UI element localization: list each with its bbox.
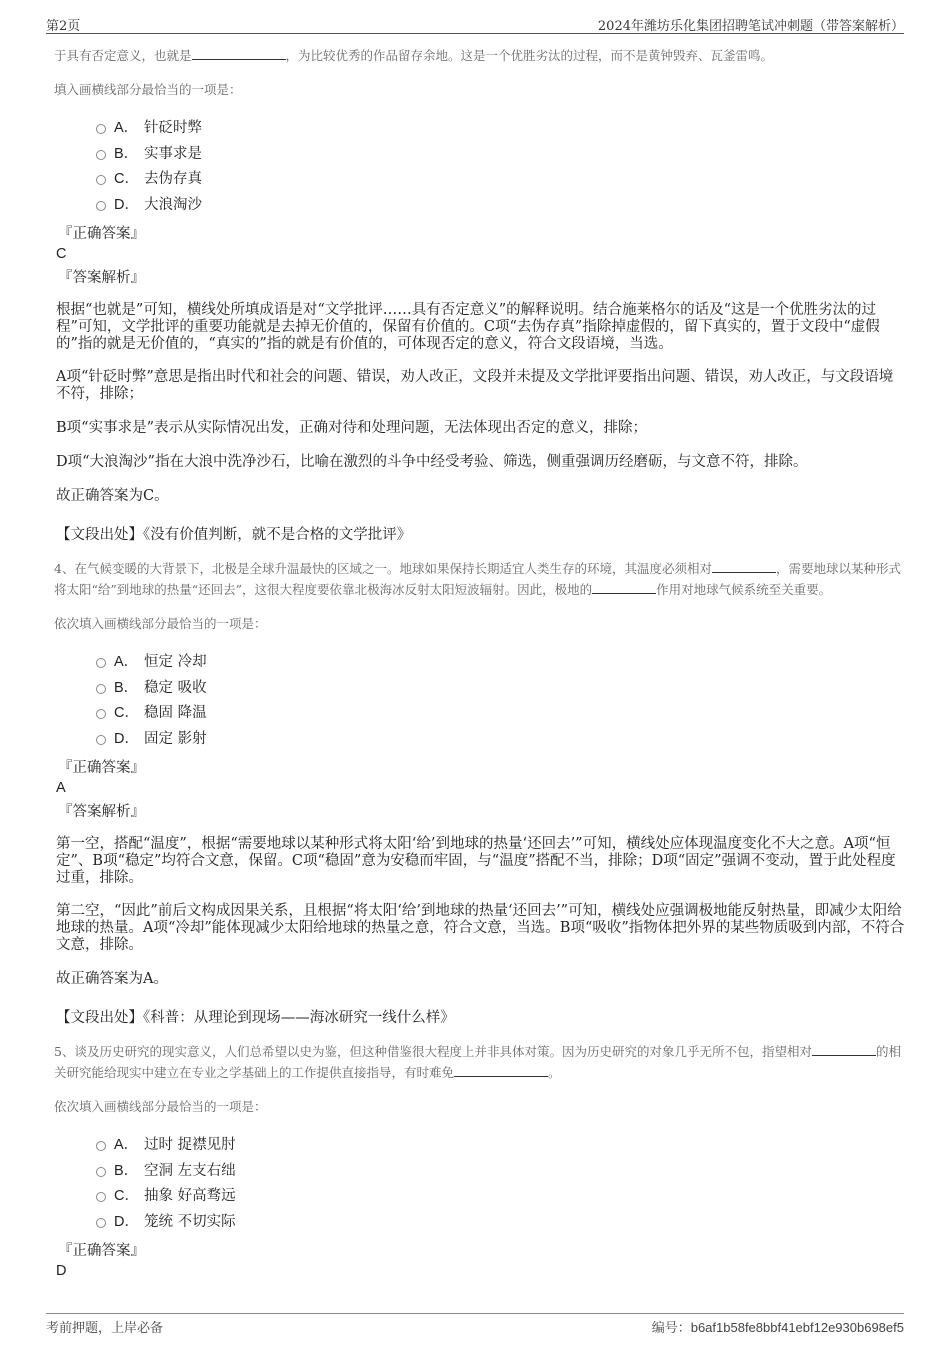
q5-stem-part: 的相关研究能给现实中建立在专业之学基础上的工作提供直接指导，有时难免 — [54, 1044, 901, 1080]
option-letter: B． — [114, 679, 139, 696]
q5-stem-part: 5、谈及历史研究的现实意义，人们总希望以史为鉴，但这种借鉴很大程度上并非具体对策。因为历史研究的对象几乎无所不包，指望相对 — [54, 1044, 812, 1059]
q4-options — [96, 650, 906, 752]
option-letter: B． — [114, 145, 139, 162]
document-title: 2024年潍坊乐化集团招聘笔试冲刺题（带答案解析） — [597, 19, 904, 34]
q3-correct-label: 『正确答案』 — [58, 226, 145, 242]
q5-option-c[interactable] — [96, 1184, 906, 1210]
q4-stem — [54, 558, 906, 600]
q3-analysis-2: A项“针砭时弊”意思是指出时代和社会的问题、错误，劝人改正，文段并未提及文学批评要指出问题、错误，劝人改正，与文段语境不符，排除； — [56, 369, 894, 402]
q3-option-c[interactable] — [96, 167, 906, 193]
option-letter: C． — [114, 171, 139, 187]
blank-line — [812, 1042, 876, 1056]
q3-prompt: 填入画横线部分最恰当的一项是： — [54, 82, 242, 97]
q5-correct-answer: D — [56, 1263, 67, 1279]
option-letter: A． — [114, 1137, 139, 1153]
document-id — [652, 1317, 904, 1336]
option-text: 笼统 不切实际 — [144, 1213, 236, 1230]
option-text: 稳定 吸收 — [144, 679, 207, 696]
page-header — [46, 13, 904, 34]
q3-correct-answer: C — [56, 246, 67, 262]
option-text: 去伪存真 — [144, 171, 202, 187]
q3-options — [96, 116, 906, 218]
blank-line — [192, 46, 286, 60]
option-text: 实事求是 — [144, 145, 202, 162]
q5-stem — [54, 1041, 906, 1083]
option-letter: D． — [114, 730, 139, 747]
radio-icon[interactable] — [96, 1141, 106, 1151]
q3-analysis-1: 根据“也就是”可知，横线处所填成语是对“文学批评……具有否定意义”的解释说明。结合施莱格尔的话及“这是一个优胜劣汰的过程”可知，文学批评的重要功能就是去掉无价值的，保留有价值的。C项“去伪存真”指除掉虚假的，留下真实的，置于文段中“虚假的”指的就是无价值的，“真实的”指的就是有价值的，可体现否定的意义，符合文段语境，当选。 — [56, 302, 880, 352]
blank-line — [454, 1063, 548, 1077]
option-text: 稳固 降温 — [144, 705, 207, 721]
option-text: 固定 影射 — [144, 730, 207, 747]
option-text: 过时 捉襟见肘 — [144, 1137, 236, 1153]
radio-icon[interactable] — [96, 175, 106, 185]
q5-option-d[interactable] — [96, 1210, 906, 1236]
document-id-value: b6af1b58fe8bbf41ebf12e930b698ef5 — [690, 1320, 904, 1335]
radio-icon[interactable] — [96, 658, 106, 668]
q4-stem-part: ，需要地球以某种形式将太阳“给”到地球的热量“还回去”，这很大程度要依靠北极海冰反射太阳短波辐射。因此，极地的 — [54, 561, 901, 597]
q5-option-b[interactable] — [96, 1159, 906, 1185]
blank-line — [712, 559, 776, 573]
option-text: 针砭时弊 — [144, 120, 202, 136]
q3-analysis-label: 『答案解析』 — [58, 270, 145, 286]
q3-source: 【文段出处】《没有价值判断，就不是合格的文学批评》 — [56, 527, 412, 543]
q5-correct-label: 『正确答案』 — [58, 1243, 145, 1259]
q4-analysis-2: 第二空，“因此”前后文构成因果关系，且根据“将太阳‘给’到地球的热量‘还回去’”可知，横线处应强调极地能反射热量，即减少太阳给地球的热量。A项“冷却”能体现减少太阳给地球的热量之意，符合文意，当选。B项“吸收”指物体把外界的某些物质吸到内部，不符合文意，排除。 — [56, 903, 905, 953]
radio-icon[interactable] — [96, 684, 106, 694]
radio-icon[interactable] — [96, 709, 106, 719]
q4-option-b[interactable] — [96, 676, 906, 702]
option-letter: A． — [114, 654, 139, 670]
blank-line — [592, 580, 656, 594]
q4-prompt: 依次填入画横线部分最恰当的一项是： — [54, 616, 267, 631]
q4-analysis-1: 第一空，搭配“温度”，根据“需要地球以某种形式将太阳‘给’到地球的热量‘还回去’”可知，横线处应体现温度变化不大之意。A项“恒定”、B项“稳定”均符合文意，保留。C项“稳固”意为安稳而牢固，与“温度”搭配不当，排除；D项“固定”强调不变动，置于此处程度过重，排除。 — [56, 836, 896, 886]
q5-prompt: 依次填入画横线部分最恰当的一项是： — [54, 1099, 267, 1114]
radio-icon[interactable] — [96, 1218, 106, 1228]
q3-analysis-4: D项“大浪淘沙”指在大浪中洗净沙石，比喻在激烈的斗争中经受考验、筛选，侧重强调历经磨砺，与文意不符，排除。 — [56, 454, 808, 470]
radio-icon[interactable] — [96, 1192, 106, 1202]
radio-icon[interactable] — [96, 150, 106, 160]
radio-icon[interactable] — [96, 735, 106, 745]
q3-stem — [54, 45, 906, 66]
q5-options — [96, 1133, 906, 1235]
q4-option-d[interactable] — [96, 727, 906, 753]
page-number: 第2页 — [46, 19, 81, 34]
option-text: 空洞 左支右绌 — [144, 1162, 236, 1179]
q4-stem-part: 4、在气候变暖的大背景下，北极是全球升温最快的区域之一。地球如果保持长期适宜人类生存的环境，其温度必须相对 — [54, 561, 712, 576]
option-letter: B． — [114, 1162, 139, 1179]
option-text: 抽象 好高骛远 — [144, 1188, 236, 1204]
option-letter: C． — [114, 705, 139, 721]
q4-option-a[interactable] — [96, 650, 906, 676]
q3-analysis-3: B项“实事求是”表示从实际情况出发，正确对待和处理问题，无法体现出否定的意义，排除； — [56, 420, 647, 436]
radio-icon[interactable] — [96, 201, 106, 211]
option-letter: A． — [114, 120, 139, 136]
q3-stem-part: 于具有否定意义，也就是 — [54, 48, 192, 63]
q3-stem-part: ，为比较优秀的作品留存余地。这是一个优胜劣汰的过程，而不是黄钟毁弃、瓦釜雷鸣。 — [285, 48, 774, 63]
option-letter: C． — [114, 1188, 139, 1204]
q4-stem-part: 作用对地球气候系统至关重要。 — [656, 582, 832, 597]
radio-icon[interactable] — [96, 1167, 106, 1177]
q3-option-b[interactable] — [96, 142, 906, 168]
option-letter: D． — [114, 196, 139, 213]
option-text: 恒定 冷却 — [144, 654, 207, 670]
radio-icon[interactable] — [96, 124, 106, 134]
footer-slogan: 考前押题，上岸必备 — [46, 1321, 164, 1336]
q4-option-c[interactable] — [96, 701, 906, 727]
q4-source: 【文段出处】《科普：从理论到现场——海冰研究一线什么样》 — [56, 1010, 455, 1026]
q4-analysis-3: 故正确答案为A。 — [56, 971, 168, 987]
q4-correct-answer: A — [56, 780, 66, 796]
page-footer — [46, 1313, 904, 1336]
q3-analysis-5: 故正确答案为C。 — [56, 488, 169, 504]
q5-option-a[interactable] — [96, 1133, 906, 1159]
option-letter: D． — [114, 1213, 139, 1230]
document-body — [54, 45, 906, 1281]
q4-correct-label: 『正确答案』 — [58, 760, 145, 776]
q4-analysis-label: 『答案解析』 — [58, 804, 145, 820]
option-text: 大浪淘沙 — [144, 196, 202, 213]
q5-stem-part: 。 — [548, 1065, 561, 1080]
q3-option-a[interactable] — [96, 116, 906, 142]
document-id-label: 编号： — [651, 1321, 691, 1336]
q3-option-d[interactable] — [96, 193, 906, 219]
